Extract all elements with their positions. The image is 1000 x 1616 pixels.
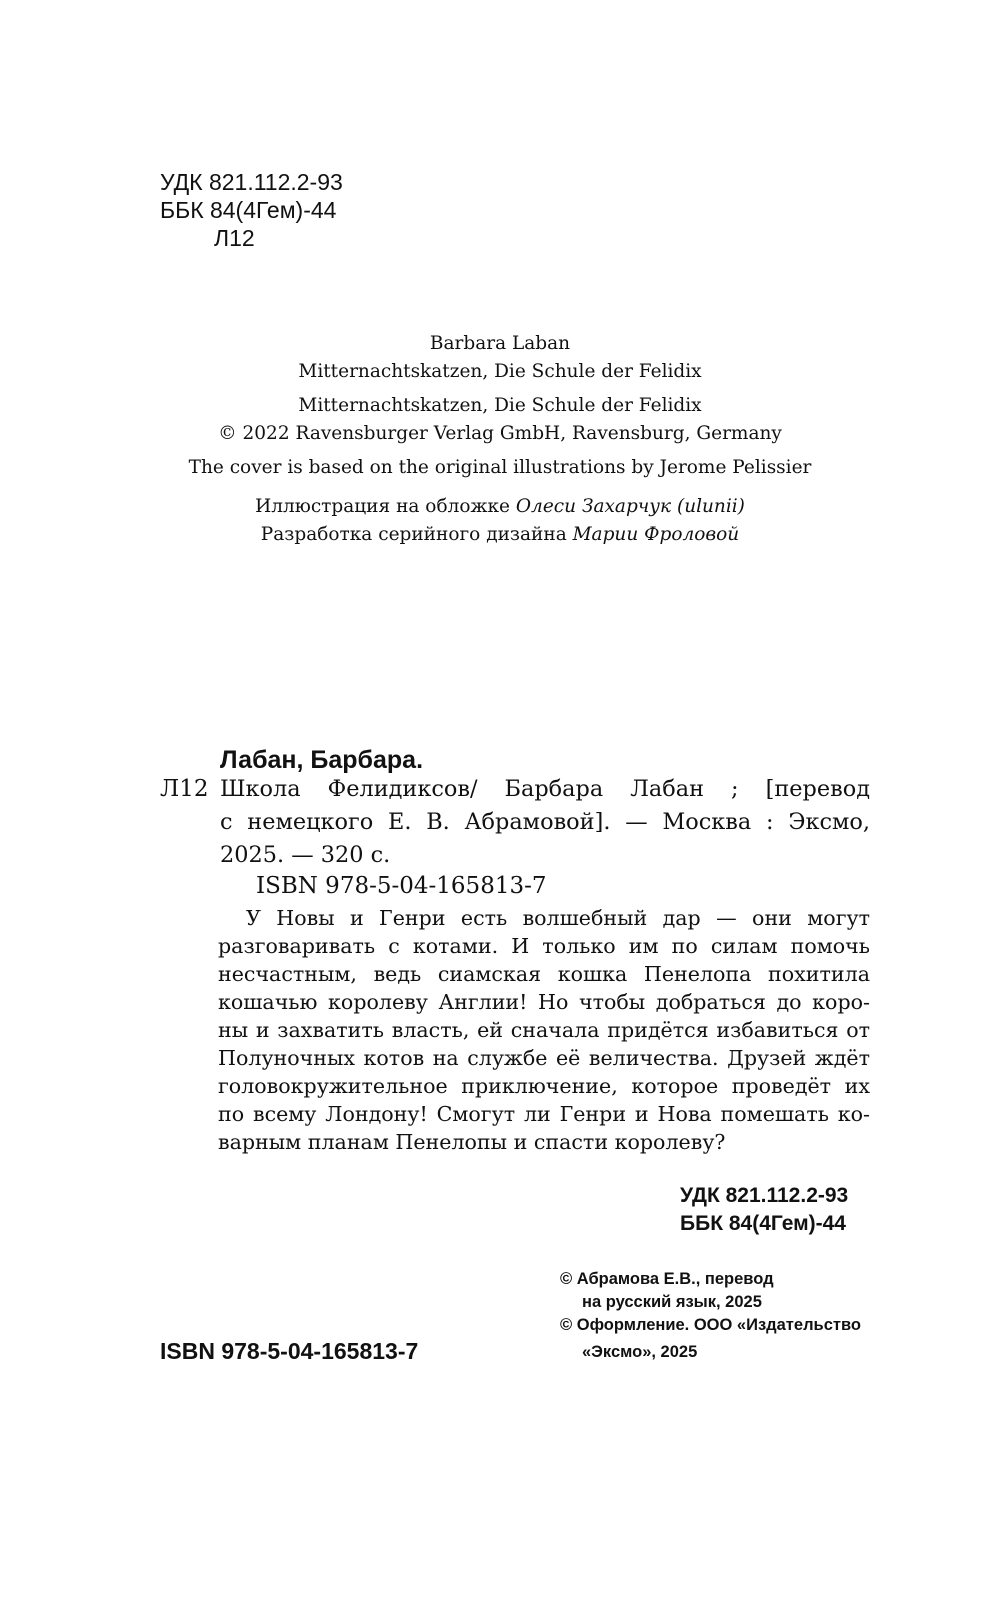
annotation-line: по всему Лондону! Смогут ли Генри и Нова помешать ко- [218,1102,870,1126]
copyright-credits [130,392,870,448]
copyright-notices [560,1268,861,1364]
illustration-credits [130,493,870,549]
biblio-line: 2025. — 320 с. [220,842,391,868]
annotation-line: разговаривать с котами. И только им по силам помочь [218,934,870,958]
original-title: Mitternachtskatzen, Die Schule der Felidix [298,361,702,382]
cover-note-text: The cover is based on the original illustrations by Jerome Pelissier [188,457,812,478]
author-mark: Л12 [160,776,209,802]
copyright-title: Mitternachtskatzen, Die Schule der Felidix [298,395,702,416]
bibliographic-description [220,773,870,872]
translation-copyright: © Абрамова Е.В., перевод [560,1270,774,1288]
design-copyright: © Оформление. ООО «Издательство [560,1316,861,1334]
annotation-line: несчастным, ведь сиамская кошка Пенелопа похитила [218,962,870,986]
translation-copyright-cont: на русский язык, 2025 [582,1293,762,1311]
original-author: Barbara Laban [429,333,571,354]
annotation-line: У Новы и Генри есть волшебный дар — они могут [246,906,870,930]
bbk-code-top: ББК 84(4Гем)-44 [160,197,337,223]
annotation-line: головокружительное приключение, которое проведёт их [218,1074,870,1098]
bbk-code-bottom: ББК 84(4Гем)-44 [680,1212,846,1235]
illustrator-name: Олеси Захарчук (ulunii) [515,496,745,517]
biblio-line: с немецкого Е. В. Абрамовой]. — Москва : Эксмо, [220,809,870,835]
design-line [130,521,870,549]
original-edition-credits [130,330,870,386]
annotation-line: варным планам Пенелопы и спасти королеву? [218,1130,726,1154]
bottom-codes [680,1182,848,1238]
biblio-line: Школа Фелидиксов/ Барбара Лабан ; [перевод [220,776,870,802]
annotation-line: кошачью королеву Англии! Но чтобы добраться до коро- [218,990,870,1014]
cover-note [130,454,870,482]
illustration-line [130,493,870,521]
designer-name: Марии Фроловой [572,524,740,545]
udk-code-bottom: УДК 821.112.2-93 [680,1184,849,1207]
annotation-line: Полуночных котов на службе её величества. Друзей ждёт [218,1046,870,1070]
isbn-entry: ISBN 978-5-04-165813-7 [256,873,547,899]
entry-heading: Лабан, Барбара. [220,746,424,774]
illustration-prefix: Иллюстрация на обложке [255,496,516,517]
isbn-bottom: ISBN 978-5-04-165813-7 [160,1338,419,1364]
author-mark-top: Л12 [214,225,255,251]
design-copyright-cont: «Эксмо», 2025 [582,1343,698,1361]
annotation-line: ны и захватить власть, ей сначала придётся избавиться от [218,1018,870,1042]
udk-code-top: УДК 821.112.2-93 [160,169,343,195]
design-prefix: Разработка серийного дизайна [260,524,573,545]
annotation [218,904,870,1156]
copyright-line: © 2022 Ravensburger Verlag GmbH, Ravensburg, Germany [218,423,782,444]
